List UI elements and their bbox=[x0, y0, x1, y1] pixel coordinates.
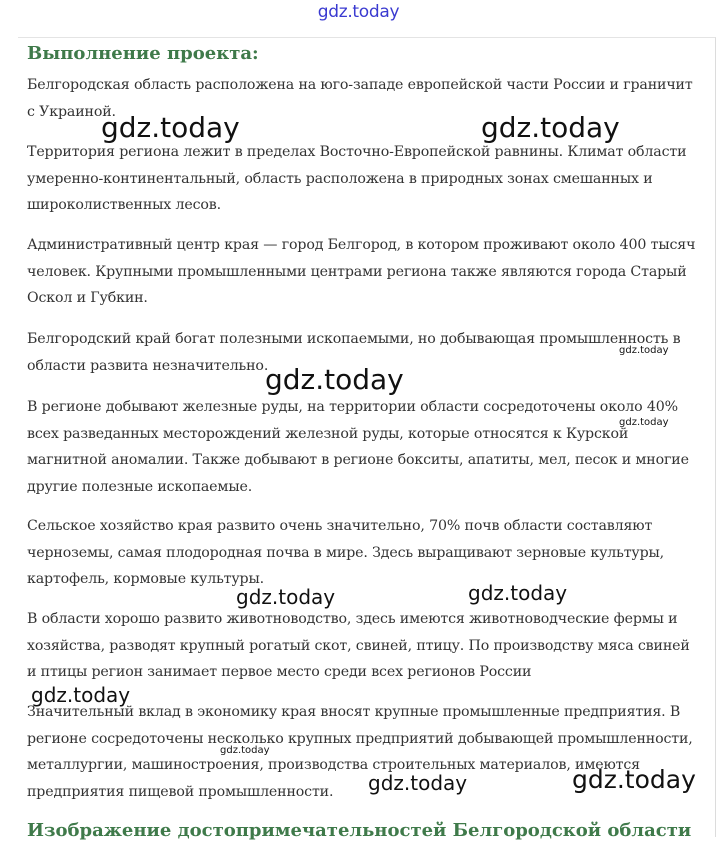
watermark: gdz.today bbox=[265, 363, 404, 396]
watermark: gdz.today bbox=[368, 771, 468, 795]
watermark: gdz.today bbox=[236, 585, 336, 609]
paragraph-industry: Значительный вклад в экономику края вносят крупные промышленные предприятия. В регионе сосредоточены несколько крупных предприятий добывающей промышленности, металлургии, машиностроения, производства строительных материалов, имеются предприятия пищевой промышленности. bbox=[27, 704, 693, 800]
watermark: gdz.today bbox=[31, 683, 131, 707]
section-heading: Выполнение проекта: bbox=[27, 43, 259, 64]
paragraph-agriculture: Сельское хозяйство края развито очень значительно, 70% почв области составляют черноземы, самая плодородная почва в мире. Здесь выращивают зерновые культуры, картофель, кормовые культуры. bbox=[27, 518, 665, 587]
next-section-heading: Изображение достопримечательностей Белгородской области bbox=[27, 820, 692, 841]
paragraph-livestock: В области хорошо развито животноводство, здесь имеются животноводческие фермы и хозяйства, разводят крупный рогатый скот, свиней, птицу. По производству мяса свиней и птицы регион занимает первое место среди всех регионов России bbox=[27, 611, 690, 680]
paragraph-admin-center: Административный центр края — город Белгород, в котором проживают около 400 тысяч человек. Крупными промышленными центрами региона также являются города Старый Оскол и Губкин. bbox=[27, 237, 696, 306]
watermark: gdz.today bbox=[619, 417, 669, 428]
watermark: gdz.today bbox=[619, 345, 669, 356]
site-logo[interactable]: gdz.today bbox=[317, 2, 400, 22]
paragraph-minerals: Белгородский край богат полезными ископаемыми, но добывающая промышленность в области развита незначительно. bbox=[27, 331, 681, 374]
watermark: gdz.today bbox=[220, 745, 270, 756]
watermark: gdz.today bbox=[468, 581, 568, 605]
paragraph-location: Белгородская область расположена на юго-западе европейской части России и граничит с Украиной. bbox=[27, 77, 693, 120]
article-content bbox=[18, 37, 716, 841]
paragraph-territory: Территория региона лежит в пределах Восточно-Европейской равнины. Климат области умеренно-континентальный, область расположена в природных зонах смешанных и широколиственных лесов. bbox=[27, 144, 687, 213]
watermark: gdz.today bbox=[101, 111, 240, 144]
watermark: gdz.today bbox=[481, 111, 620, 144]
watermark: gdz.today bbox=[572, 765, 696, 794]
paragraph-iron-ore: В регионе добывают железные руды, на территории области сосредоточены около 40% всех разведанных месторождений железной руды, которые относятся к Курской магнитной аномалии. Также добывают в регионе бокситы, апатиты, мел, песок и многие другие полезные ископаемые. bbox=[27, 399, 689, 495]
